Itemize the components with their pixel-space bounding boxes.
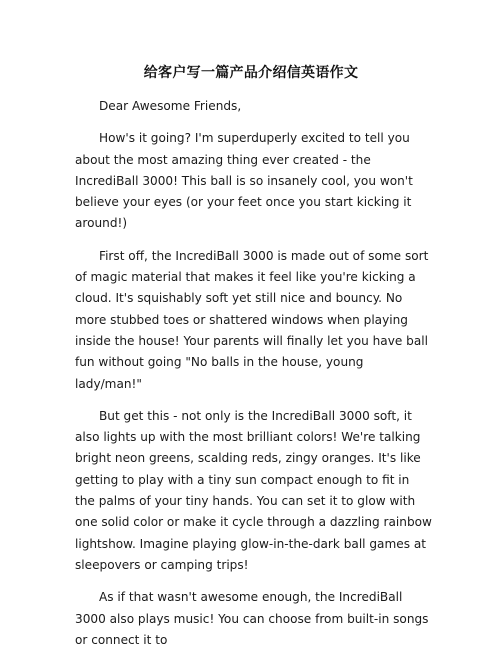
paragraph-intro: How's it going? I'm superduperly excited to tell you about the most amazing thing ever created - the IncrediBall 3000! This ball is so insanely cool, you won't believe your eyes (or your feet once you start kicking it around!) bbox=[75, 131, 413, 231]
paragraph-music: As if that wasn't awesome enough, the IncrediBall 3000 also plays music! You can choose from built-in songs or connect it to bbox=[75, 590, 429, 647]
document-title: 给客户写一篇产品介绍信英语作文 bbox=[143, 65, 359, 81]
paragraph-material: First off, the IncrediBall 3000 is made out of some sort of magic material that makes it feel like you're kicking a cloud. It's squishably soft yet still nice and bouncy. No more stubbed toes or shattered windows when playing inside the house! Your parents will finally let you have ball fun without going "No balls in the house, young lady/man!" bbox=[75, 248, 429, 391]
paragraph-lights: But get this - not only is the IncrediBall 3000 soft, it also lights up with the most brilliant colors! We're talking bright neon greens, scalding reds, zingy oranges. It's like getting to play with a tiny sun compact enough to fit in the palms of your tiny hands. You can set it to glow with one solid color or make it cycle through a dazzling rainbow lightshow. Imagine playing glow-in-the-dark ball games at sleepovers or camping trips! bbox=[75, 408, 432, 572]
paragraph-greeting: Dear Awesome Friends, bbox=[99, 99, 242, 113]
document-body bbox=[75, 96, 432, 662]
